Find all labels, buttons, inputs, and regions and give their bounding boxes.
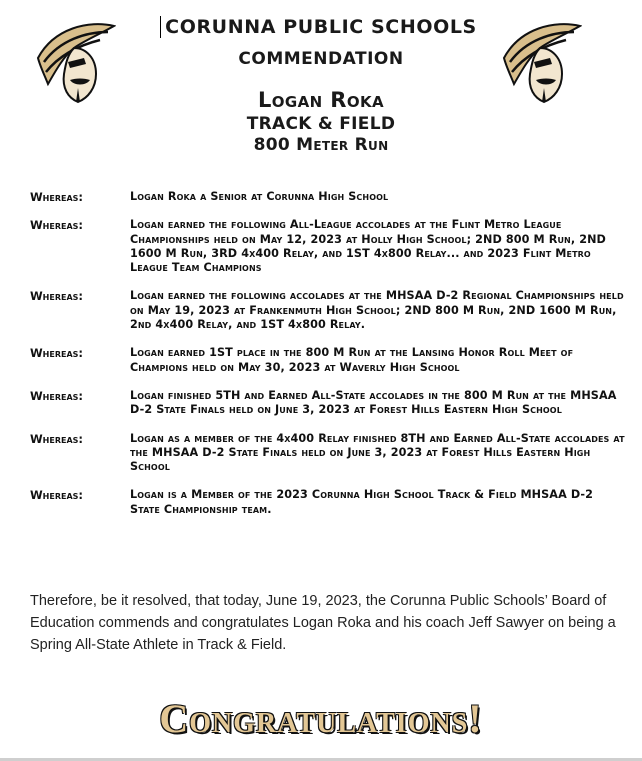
congratulations-banner: Congratulations! [159,696,483,741]
whereas-text: Logan earned the following accolades at the MHSAA D-2 Regional Championships held on May 19, 2023 at Frankenmuth High School; 2ND 800 M Run, 2ND 1600 M Run, 2nd 4x400 Relay, and 1ST 4x800 Relay. [130,289,624,332]
whereas-label: Whereas: [30,431,84,446]
sport-title: TRACK & FIELD [246,114,396,134]
whereas-row [30,488,630,517]
whereas-text: Logan is a Member of the 2023 Corunna High School Track & Field MHSAA D-2 State Championship team. [130,488,594,516]
whereas-label: Whereas: [30,190,84,204]
whereas-label: Whereas: [30,289,84,304]
event-title: 800 Meter Run [253,135,389,155]
whereas-row [30,289,630,332]
whereas-label: Whereas: [30,388,84,403]
whereas-list [30,190,630,531]
commendation-heading: COMMENDATION [238,49,404,69]
whereas-label: Whereas: [30,346,84,361]
whereas-row [30,346,630,375]
resolution-paragraph: Therefore, be it resolved, that today, June 19, 2023, the Corunna Public Schools’ Board of Education commends and congratulates Logan Roka and his coach Jeff Sawyer on being a Spring All-State Athlete in Track & Field. [30,593,616,653]
whereas-text: Logan earned 1ST place in the 800 M Run at the Lansing Honor Roll Meet of Champions held on May 30, 2023 at Waverly High School [130,346,574,374]
whereas-row [30,389,630,418]
whereas-text: Logan earned the following All-League accolades at the Flint Metro League Championships held on May 12, 2023 at Holly High School; 2ND 800 M Run, 2ND 1600 M Run, 3RD 4x400 Relay, and 1ST 4x800 Relay... and 2023 Flint Metro League Team Champions [130,218,606,275]
whereas-text: Logan Roka a Senior at Corunna High School [130,190,389,203]
whereas-text: Logan finished 5TH and Earned All-State accolades in the 800 M Run at the MHSAA D-2 State Finals held on June 3, 2023 at Forest Hills Eastern High School [130,388,617,417]
whereas-text: Logan as a member of the 4x400 Relay finished 8TH and Earned All-State accolades at the MHSAA D-2 State Finals held on June 3, 2023 at Forest Hills Eastern High School [130,431,625,474]
whereas-row [30,190,630,204]
honoree-name: Logan Roka [257,88,385,112]
school-name-heading: CORUNNA PUBLIC SCHOOLS [165,16,477,38]
whereas-label: Whereas: [30,218,84,233]
whereas-label: Whereas: [30,488,84,503]
whereas-row [30,218,630,275]
whereas-row [30,432,630,475]
